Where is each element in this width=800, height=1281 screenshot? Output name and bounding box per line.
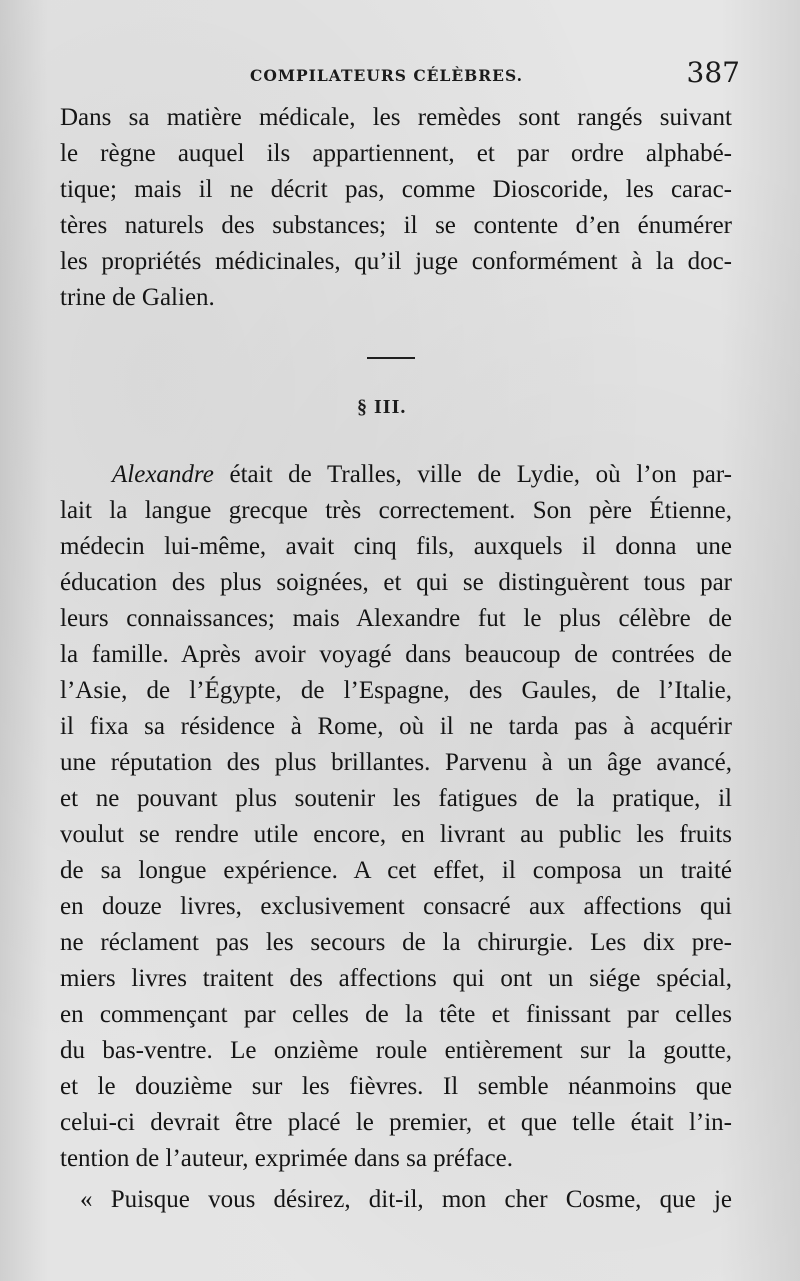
text-line: tention de l’auteur, exprimée dans sa préface. [60,1145,513,1172]
text-line: celui-ci devrait être placé le premier, et que telle était l’in- [60,1109,732,1136]
text-line-first [60,458,732,492]
italic-name: Alexandre [112,461,214,488]
text-line: éducation des plus soignées, et qui se distinguèrent tous par [60,569,732,596]
text-line: tique; mais il ne décrit pas, comme Dioscoride, les carac- [60,176,732,203]
text-line: du bas-ventre. Le onzième roule entièrement sur la goutte, [60,1037,732,1064]
first-line-rest: était de Tralles, ville de Lydie, où l’on par- [213,461,732,488]
text-line: ne réclament pas les secours de la chirurgie. Les dix pre- [60,929,732,956]
running-title: COMPILATEURS CÉLÈBRES. [250,66,524,85]
text-line: miers livres traitent des affections qui ont un siége spécial, [60,965,732,992]
page-header [60,56,740,96]
text-line: lait la langue grecque très correctement. Son père Étienne, [60,497,732,524]
text-line: l’Asie, de l’Égypte, de l’Espagne, des Gaules, de l’Italie, [60,677,732,704]
text-line: en commençant par celles de la tête et finissant par celles [60,1001,732,1028]
text-line: une réputation des plus brillantes. Parvenu à un âge avancé, [60,749,732,776]
text-line: le règne auquel ils appartiennent, et par ordre alphabé- [60,140,732,167]
text-line: et le douzième sur les fièvres. Il semble néanmoins que [60,1073,732,1100]
text-line: trine de Galien. [60,284,215,311]
text-line: il fixa sa résidence à Rome, où il ne tarda pas à acquérir [60,713,732,740]
text-line: leurs connaissances; mais Alexandre fut le plus célèbre de [60,605,732,632]
text-line: tères naturels des substances; il se contente d’en énumérer [60,212,732,239]
text-line: en douze livres, exclusivement consacré aux affections qui [60,893,732,920]
text-line: les propriétés médicinales, qu’il juge conformément à la doc- [60,248,732,275]
text-line: Dans sa matière médicale, les remèdes sont rangés suivant [60,104,732,131]
text-line: de sa longue expérience. A cet effet, il composa un traité [60,857,732,884]
text-line: médecin lui-même, avait cinq fils, auxquels il donna une [60,533,732,560]
text-line: et ne pouvant plus soutenir les fatigues de la pratique, il [60,785,732,812]
section-divider [367,357,415,359]
text-line: voulut se rendre utile encore, en livrant au public les fruits [60,821,732,848]
page-number: 387 [686,56,740,89]
text-line: « Puisque vous désirez, dit-il, mon cher Cosme, que je [80,1186,732,1213]
section-heading: § III. [357,396,407,418]
text-line: la famille. Après avoir voyagé dans beaucoup de contrées de [60,641,732,668]
